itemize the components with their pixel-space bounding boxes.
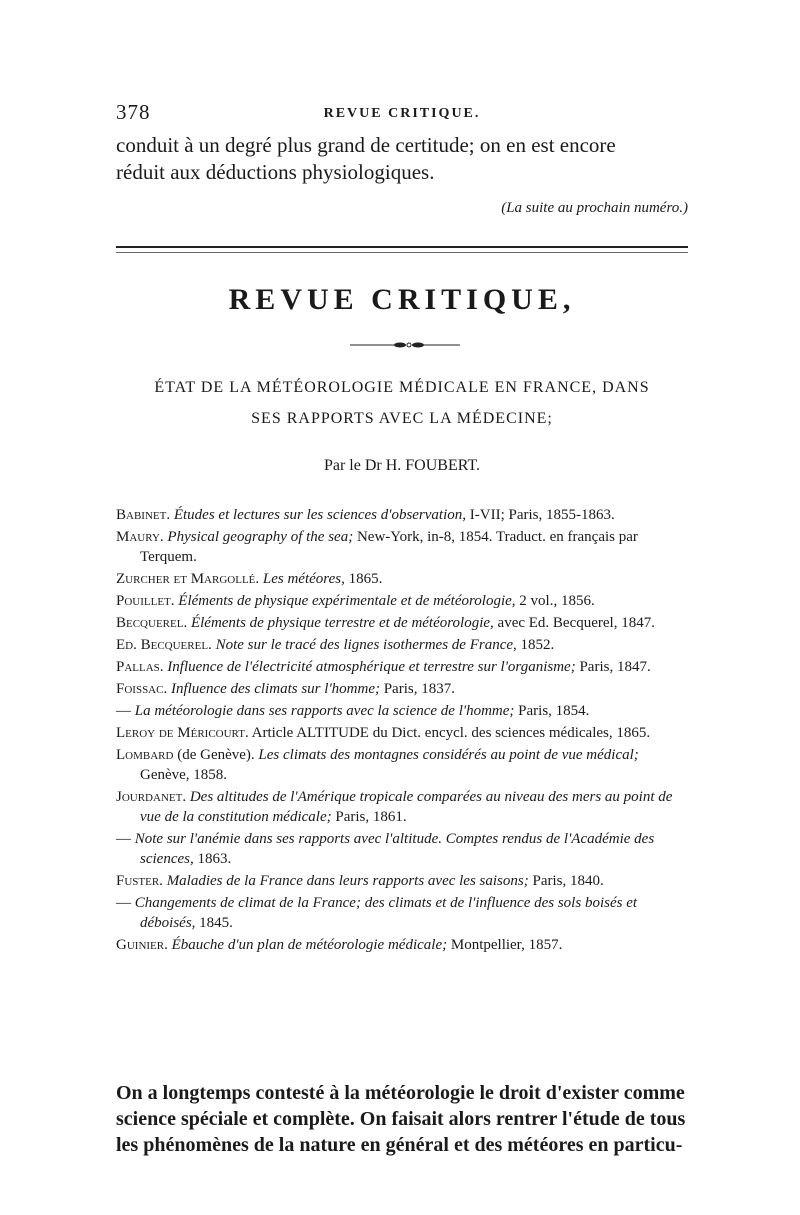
running-head bbox=[116, 100, 688, 126]
bib-prefix: (de Genève). bbox=[173, 747, 259, 763]
separator-rule-thin bbox=[116, 252, 688, 253]
running-title: REVUE CRITIQUE. bbox=[323, 106, 481, 121]
bib-rest: Paris, 1861. bbox=[331, 809, 407, 825]
body-line-1: On a longtemps contesté à la météorologie le droit d'exister comme bbox=[116, 1082, 685, 1104]
bib-title: Les météores, bbox=[262, 571, 345, 587]
bib-rest: Article ALTITUDE du Dict. encycl. des sciences médicales, 1865. bbox=[248, 725, 651, 741]
bib-author: Leroy de Méricourt. bbox=[116, 725, 249, 741]
bib-title: Études et lectures sur les sciences d'observation, bbox=[173, 507, 467, 523]
body-line-3: les phénomènes de la nature en général et des météores en particu- bbox=[116, 1134, 683, 1156]
intro-line-1: conduit à un degré plus grand de certitude; on en est encore bbox=[116, 133, 616, 157]
author-line: Par le Dr H. FOUBERT. bbox=[323, 457, 481, 474]
bib-rest: 1863. bbox=[193, 851, 232, 867]
bib-title: Les climats des montagnes considérés au point de vue médical; bbox=[258, 747, 639, 763]
bib-author: Pallas. bbox=[116, 659, 164, 675]
bib-author: Pouillet. bbox=[116, 593, 175, 609]
bib-entry bbox=[116, 569, 688, 589]
bib-author: Fuster. bbox=[116, 873, 163, 889]
bib-title: Note sur l'anémie dans ses rapports avec l'altitude. Comptes rendus de l'Académie des sciences, bbox=[134, 831, 655, 867]
bib-title: Influence de l'électricité atmosphérique et terrestre sur l'organisme; bbox=[167, 659, 576, 675]
bib-author: Babinet. bbox=[116, 507, 171, 523]
bib-rest: avec Ed. Becquerel, 1847. bbox=[493, 615, 655, 631]
bib-rest: Genève, 1858. bbox=[140, 767, 228, 783]
continuation-note: (La suite au prochain numéro.) bbox=[501, 200, 688, 216]
bib-entry bbox=[116, 613, 688, 633]
page-number: 378 bbox=[116, 100, 151, 124]
bib-entry bbox=[116, 505, 688, 525]
bib-entry bbox=[116, 679, 688, 699]
bib-author: Ed. Becquerel. bbox=[116, 637, 212, 653]
article-title-line-2: SES RAPPORTS AVEC LA MÉDECINE; bbox=[251, 410, 553, 427]
bib-title: Note sur le tracé des lignes isothermes de France, bbox=[215, 637, 517, 653]
bib-title: Changements de climat de la France; des climats et de l'influence des sols boisés et déboisés, bbox=[134, 895, 638, 931]
bib-entry bbox=[116, 745, 688, 785]
bib-entry bbox=[116, 591, 688, 611]
bib-author: Zurcher et Margollé. bbox=[116, 571, 260, 587]
bib-author: Maury. bbox=[116, 529, 164, 545]
section-title: REVUE CRITIQUE, bbox=[228, 283, 576, 316]
bib-entry bbox=[116, 935, 688, 955]
bib-rest: Paris, 1840. bbox=[528, 873, 604, 889]
body-line-2: science spéciale et complète. On faisait alors rentrer l'étude de tous bbox=[116, 1108, 686, 1130]
bib-rest: Paris, 1854. bbox=[514, 703, 590, 719]
bib-rest: 1852. bbox=[516, 637, 555, 653]
bib-title: Maladies de la France dans leurs rapports avec les saisons; bbox=[166, 873, 529, 889]
ornament-divider bbox=[350, 342, 460, 348]
bib-rest: 1865. bbox=[344, 571, 383, 587]
bib-rest: Paris, 1837. bbox=[379, 681, 455, 697]
intro-line-2: réduit aux déductions physiologiques. bbox=[116, 160, 435, 184]
bib-entry bbox=[116, 871, 688, 891]
bib-entry bbox=[116, 723, 688, 743]
bib-author: Becquerel. bbox=[116, 615, 188, 631]
bib-entry bbox=[116, 829, 688, 869]
bib-author: Lombard bbox=[116, 747, 174, 763]
bib-rest: New-York, in-8, 1854. Traduct. en français par Terquem. bbox=[140, 529, 638, 565]
article-title-line-1: ÉTAT DE LA MÉTÉOROLOGIE MÉDICALE EN FRANCE, DANS bbox=[154, 379, 650, 396]
bib-rest: 1845. bbox=[195, 915, 233, 931]
bib-title: Des altitudes de l'Amérique tropicale comparées au niveau des mers au point de vue de la constitution médicale; bbox=[140, 789, 673, 825]
bib-title: Influence des climats sur l'homme; bbox=[170, 681, 380, 697]
bib-rest: 2 vol., 1856. bbox=[515, 593, 595, 609]
bib-author: Jourdanet. bbox=[116, 789, 187, 805]
bib-entry bbox=[116, 787, 688, 827]
bib-title: La météorologie dans ses rapports avec la science de l'homme; bbox=[134, 703, 515, 719]
bib-entry bbox=[116, 635, 688, 655]
bib-entry bbox=[116, 701, 688, 721]
separator-rule bbox=[116, 246, 688, 248]
bibliography-list bbox=[116, 505, 688, 957]
bib-author: Guinier. bbox=[116, 937, 168, 953]
bib-author: — bbox=[116, 703, 131, 719]
bib-author: — bbox=[116, 895, 131, 911]
bib-rest: I-VII; Paris, 1855-1863. bbox=[466, 507, 615, 523]
bib-title: Physical geography of the sea; bbox=[167, 529, 354, 545]
bib-entry bbox=[116, 527, 688, 567]
bib-title: Éléments de physique expérimentale et de météorologie, bbox=[178, 593, 516, 609]
bib-author: — bbox=[116, 831, 131, 847]
bib-rest: Montpellier, 1857. bbox=[447, 937, 563, 953]
bib-entry bbox=[116, 893, 688, 933]
bib-title: Éléments de physique terrestre et de météorologie, bbox=[190, 615, 494, 631]
bib-title: Ébauche d'un plan de météorologie médicale; bbox=[171, 937, 448, 953]
bib-entry bbox=[116, 657, 688, 677]
bib-rest: Paris, 1847. bbox=[575, 659, 651, 675]
bib-author: Foissac. bbox=[116, 681, 168, 697]
